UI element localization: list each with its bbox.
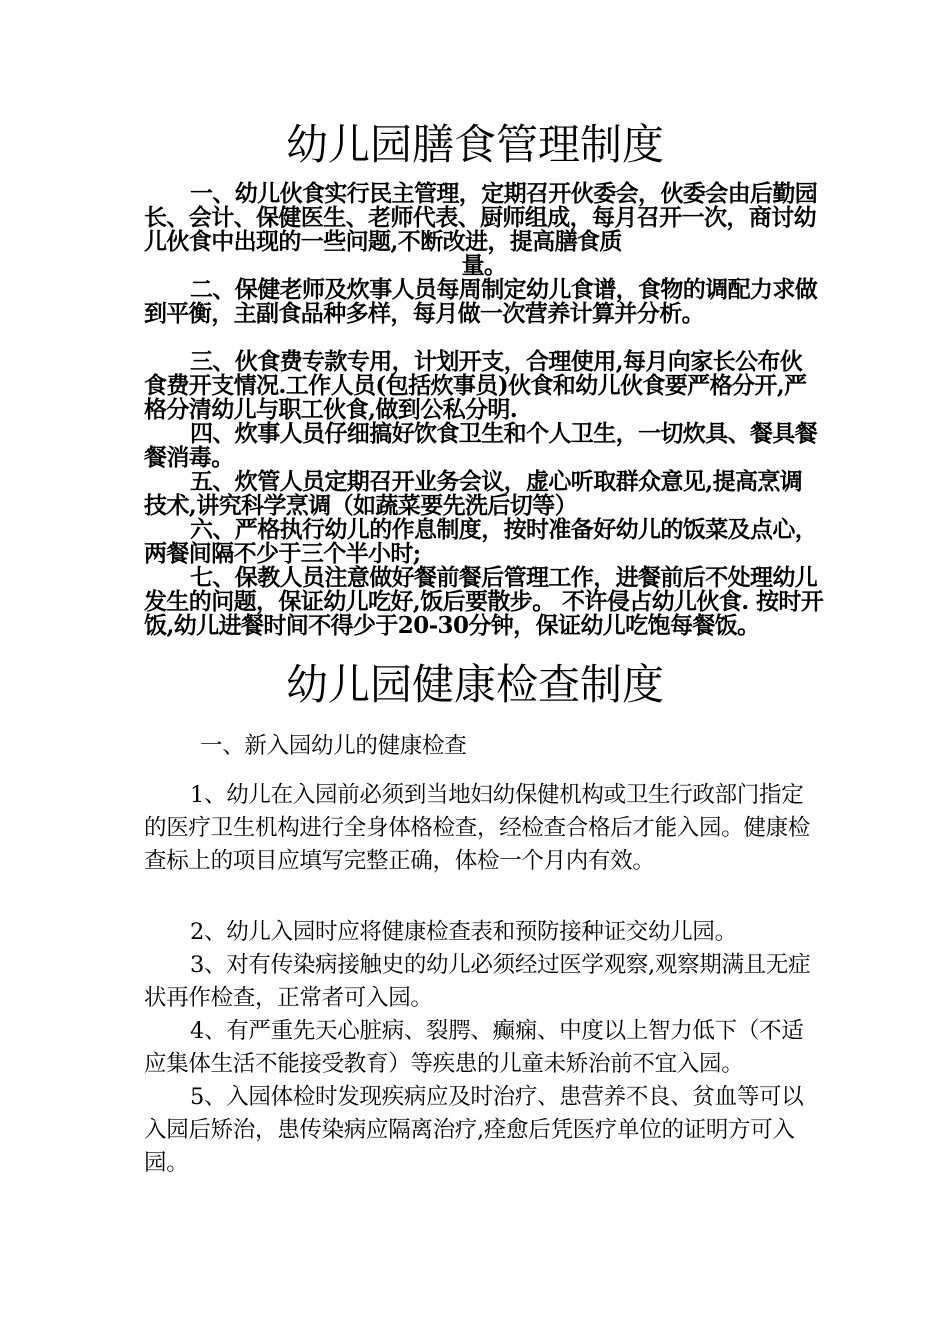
paragraph-2: 二、保健老师及炊事人员每周制定幼儿食谱，食物的调配力求做到平衡，主副食品种多样，每月做一次营养计算并分析。	[144, 276, 818, 327]
section1-title: 幼儿园膳食管理制度	[285, 120, 664, 169]
paragraph-1-end: 量。	[461, 252, 507, 279]
paragraph-7: 七、保教人员注意做好餐前餐后管理工作，进餐前后不处理幼儿发生的问题，保证幼儿吃好,饭后要散步。 不许侵占幼儿伙食. 按时开饭,幼儿进餐时间不得少于20-30分钟，保证幼儿吃饱每餐饭。	[144, 564, 824, 639]
list-item-5: 5、入园体检时发现疾病应及时治疗、患营养不良、贫血等可以入园后矫治，患传染病应隔离治疗,痊愈后凭医疗单位的证明方可入园。	[144, 1084, 804, 1176]
section1-body	[144, 182, 824, 638]
paragraph-5: 五、炊管人员定期召开业务会议，虚心听取群众意见,提高烹调技术,讲究科学烹调（如蔬菜要先洗后切等）	[144, 468, 803, 519]
list-item-3: 3、对有传染病接触史的幼儿必须经过医学观察,观察期满且无症状再作检查，正常者可入园。	[144, 952, 811, 1011]
paragraph-1: 一、幼儿伙食实行民主管理，定期召开伙委会，伙委会由后勤园长、会计、保健医生、老师代表、厨师组成，每月召开一次，商讨幼儿伙食中出现的一些问题,不断改进，提高膳食质	[144, 180, 818, 255]
subheading: 一、新入园幼儿的健康检查	[200, 733, 467, 759]
list-item-4: 4、有严重先天心脏病、裂腭、癫痫、中度以上智力低下（不适应集体生活不能接受教育）等疾患的儿童未矫治前不宜入园。	[144, 1018, 804, 1077]
paragraph-6: 六、严格执行幼儿的作息制度，按时准备好幼儿的饭菜及点心，两餐间隔不少于三个半小时;	[144, 516, 818, 567]
list-item-1: 1、幼儿在入园前必须到当地妇幼保健机构或卫生行政部门指定的医疗卫生机构进行全身体格检查，经检查合格后才能入园。健康检查标上的项目应填写完整正确，体检一个月内有效。	[144, 782, 811, 874]
paragraph-4: 四、炊事人员仔细搞好饮食卫生和个人卫生，一切炊具、餐具餐餐消毒。	[144, 420, 818, 471]
paragraph-3: 三、伙食费专款专用，计划开支，合理使用,每月向家长公布伙食费开支情况.工作人员(包括炊事员)伙食和幼儿伙食要严格分开,严格分清幼儿与职工伙食,做到公私分明.	[144, 348, 807, 423]
section2-body	[144, 730, 824, 1180]
section2-title: 幼儿园健康检查制度	[285, 660, 664, 709]
list-item-2: 2、幼儿入园时应将健康检查表和预防接种证交幼儿园。	[190, 919, 737, 945]
